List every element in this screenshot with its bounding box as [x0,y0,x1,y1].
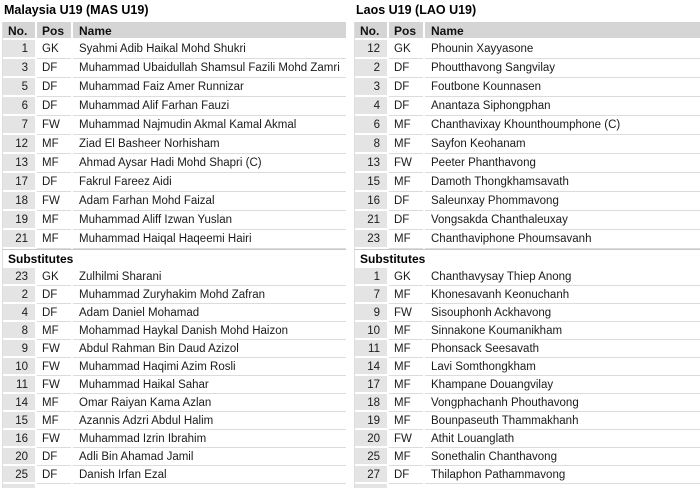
player-number: 3 [355,78,387,97]
player-position: GK [389,268,423,286]
lineup-table-laos [354,22,700,488]
player-row [355,154,700,173]
player-position: DF [37,78,71,97]
player-position: MF [37,211,71,230]
player-row [355,268,700,286]
player-number: 18 [355,394,387,412]
player-number: 21 [3,230,35,249]
player-row [3,268,346,286]
starters-list-laos [355,40,700,249]
player-position: MF [389,448,423,466]
player-name: Muhammad Najmudin Akmal Kamal Akmal [73,116,346,135]
player-name: Damoth Thongkhamsavath [425,173,700,192]
player-name: Chanthavysay Thiep Anong [425,268,700,286]
player-position: MF [37,412,71,430]
player-position: DF [37,466,71,484]
player-number: 8 [355,135,387,154]
player-row [3,135,346,154]
player-row [3,78,346,97]
player-name: Phounin Xayyasone [425,40,700,59]
player-position: MF [389,230,423,249]
player-name: Phonsack Seesavath [425,340,700,358]
player-number: 7 [3,116,35,135]
player-row [355,135,700,154]
player-row [355,192,700,211]
player-number: 10 [355,322,387,340]
player-row [3,59,346,78]
column-header-row [355,22,700,40]
player-position: MF [37,135,71,154]
player-position: MF [389,358,423,376]
player-number: 5 [3,78,35,97]
player-position: FW [37,192,71,211]
player-name: Sayfon Keohanam [425,135,700,154]
player-name: Muhammad Izrin Ibrahim [73,430,346,448]
substitutes-label: Substitutes [360,251,426,266]
column-header-pos: Pos [37,22,71,40]
player-row [3,430,346,448]
substitutes-header-laos [355,249,700,268]
player-row [3,358,346,376]
player-row [3,394,346,412]
player-row [355,340,700,358]
player-position: DF [389,97,423,116]
player-name: Khonesavanh Keonuchanh [425,286,700,304]
player-row [3,448,346,466]
player-number: 16 [355,192,387,211]
player-name: Muhammad Haiqal Haqeemi Hairi [73,230,346,249]
player-name: Sonethalin Chanthavong [425,448,700,466]
player-row [3,116,346,135]
player-number: 17 [355,376,387,394]
player-number: 15 [3,412,35,430]
player-position: MF [37,230,71,249]
player-position: MF [389,412,423,430]
starters-list-malaysia [3,40,346,249]
player-number: 14 [355,358,387,376]
player-row [355,394,700,412]
player-number: 14 [3,394,35,412]
player-name: Muhammad Faiz Amer Runnizar [73,78,346,97]
player-position: DF [389,211,423,230]
player-position: MF [389,394,423,412]
player-number: 2 [355,59,387,78]
player-number: 12 [3,135,35,154]
player-position: FW [37,340,71,358]
player-row [355,412,700,430]
substitutes-label: Substitutes [8,251,74,266]
player-position: DF [37,97,71,116]
player-number: 23 [3,268,35,286]
player-name: Peeter Phanthavong [425,154,700,173]
player-name: Ziad El Basheer Norhisham [73,135,346,154]
player-position: GK [37,40,71,59]
player-name: Bounpaseuth Thammakhanh [425,412,700,430]
player-row [3,40,346,59]
player-name: Thilaphon Pathammavong [425,466,700,484]
player-name: Muhammad Haikal Sahar [73,376,346,394]
substitutes-list-malaysia [3,268,346,484]
player-position: MF [389,340,423,358]
player-position: FW [389,304,423,322]
player-row [3,376,346,394]
player-position: DF [37,448,71,466]
player-row [3,97,346,116]
player-number: 17 [3,173,35,192]
player-name: Vongsakda Chanthaleuxay [425,211,700,230]
player-position: DF [389,59,423,78]
player-name: Mohammad Haykal Danish Mohd Haizon [73,322,346,340]
player-number: 18 [3,192,35,211]
player-number: 1 [355,268,387,286]
player-row [355,116,700,135]
player-name: Fakrul Fareez Aidi [73,173,346,192]
player-row [3,192,346,211]
player-row [355,286,700,304]
player-row [355,466,700,484]
player-number: 19 [355,412,387,430]
column-header-no: No. [3,22,35,40]
player-number: 20 [3,448,35,466]
team-title-laos: Laos U19 (LAO U19) [356,3,477,17]
player-name: Abdul Rahman Bin Daud Azizol [73,340,346,358]
player-row [3,230,346,249]
player-name: Adam Farhan Mohd Faizal [73,192,346,211]
player-position: DF [389,78,423,97]
player-position: MF [389,376,423,394]
partial-next-row [355,484,700,488]
player-position: MF [389,116,423,135]
player-row [355,304,700,322]
player-name: Muhammad Zuryhakim Mohd Zafran [73,286,346,304]
player-name: Azannis Adzri Abdul Halim [73,412,346,430]
player-number: 7 [355,286,387,304]
player-position: MF [37,394,71,412]
player-row [355,40,700,59]
player-position: GK [37,268,71,286]
player-number: 11 [3,376,35,394]
player-row [355,97,700,116]
player-position: MF [389,135,423,154]
player-number: 4 [3,304,35,322]
player-position: FW [37,358,71,376]
player-name: Phoutthavong Sangvilay [425,59,700,78]
player-number: 9 [3,340,35,358]
player-number: 25 [355,448,387,466]
column-header-name: Name [73,22,346,40]
player-position: DF [37,59,71,78]
player-row [355,230,700,249]
player-row [3,340,346,358]
player-number: 2 [3,286,35,304]
player-row [3,412,346,430]
player-position: MF [37,322,71,340]
player-position: DF [389,192,423,211]
player-name: Foutbone Kounnasen [425,78,700,97]
player-name: Muhammad Haqimi Azim Rosli [73,358,346,376]
player-row [3,286,346,304]
player-name: Vongphachanh Phouthavong [425,394,700,412]
player-name: Muhammad Aliff Izwan Yuslan [73,211,346,230]
player-name: Syahmi Adib Haikal Mohd Shukri [73,40,346,59]
player-position: DF [37,304,71,322]
column-header-name: Name [425,22,700,40]
player-number: 13 [3,154,35,173]
player-number: 1 [3,40,35,59]
player-position: DF [37,286,71,304]
player-row [355,211,700,230]
player-name: Danish Irfan Ezal [73,466,346,484]
column-header-no: No. [355,22,387,40]
player-position: GK [389,40,423,59]
player-position: FW [37,430,71,448]
player-row [3,173,346,192]
player-position: DF [37,173,71,192]
player-row [355,173,700,192]
player-name: Sinnakone Koumanikham [425,322,700,340]
player-name: Zulhilmi Sharani [73,268,346,286]
player-name: Adam Daniel Mohamad [73,304,346,322]
player-name: Chanthaviphone Phoumsavanh [425,230,700,249]
player-number: 21 [355,211,387,230]
player-name: Omar Raiyan Kama Azlan [73,394,346,412]
player-row [355,358,700,376]
player-number: 9 [355,304,387,322]
substitutes-list-laos [355,268,700,484]
player-position: FW [37,116,71,135]
player-position: MF [37,154,71,173]
player-row [3,154,346,173]
player-number: 6 [3,97,35,116]
player-name: Khampane Douangvilay [425,376,700,394]
player-number: 13 [355,154,387,173]
player-name: Sisouphonh Ackhavong [425,304,700,322]
player-row [355,376,700,394]
team-title-malaysia: Malaysia U19 (MAS U19) [4,3,149,17]
team-panel-malaysia [2,4,346,488]
player-position: MF [389,173,423,192]
player-row [3,304,346,322]
player-position: MF [389,322,423,340]
player-row [3,466,346,484]
player-name: Muhammad Ubaidullah Shamsul Fazili Mohd Zamri [73,59,346,78]
player-number: 23 [355,230,387,249]
player-number: 15 [355,173,387,192]
player-name: Saleunxay Phommavong [425,192,700,211]
player-name: Chanthavixay Khounthoumphone (C) [425,116,700,135]
player-name: Adli Bin Ahamad Jamil [73,448,346,466]
player-row [355,448,700,466]
player-number: 27 [355,466,387,484]
player-row [355,59,700,78]
player-name: Ahmad Aysar Hadi Mohd Shapri (C) [73,154,346,173]
player-name: Muhammad Alif Farhan Fauzi [73,97,346,116]
player-number: 19 [3,211,35,230]
player-name: Athit Louanglath [425,430,700,448]
player-number: 8 [3,322,35,340]
player-number: 6 [355,116,387,135]
player-number: 3 [3,59,35,78]
player-number: 25 [3,466,35,484]
player-name: Lavi Somthongkham [425,358,700,376]
player-row [355,78,700,97]
player-name: Anantaza Siphongphan [425,97,700,116]
substitutes-header-malaysia [3,249,346,268]
player-position: FW [37,376,71,394]
lineup-table-malaysia [2,22,346,488]
player-position: FW [389,430,423,448]
player-position: DF [389,466,423,484]
column-header-pos: Pos [389,22,423,40]
player-number: 16 [3,430,35,448]
player-number: 4 [355,97,387,116]
player-number: 10 [3,358,35,376]
player-row [355,430,700,448]
player-row [3,211,346,230]
partial-next-row [3,484,346,488]
player-number: 12 [355,40,387,59]
player-row [355,322,700,340]
player-number: 20 [355,430,387,448]
column-header-row [3,22,346,40]
player-number: 11 [355,340,387,358]
player-row [3,322,346,340]
player-position: FW [389,154,423,173]
player-position: MF [389,286,423,304]
team-panel-laos [354,4,700,488]
